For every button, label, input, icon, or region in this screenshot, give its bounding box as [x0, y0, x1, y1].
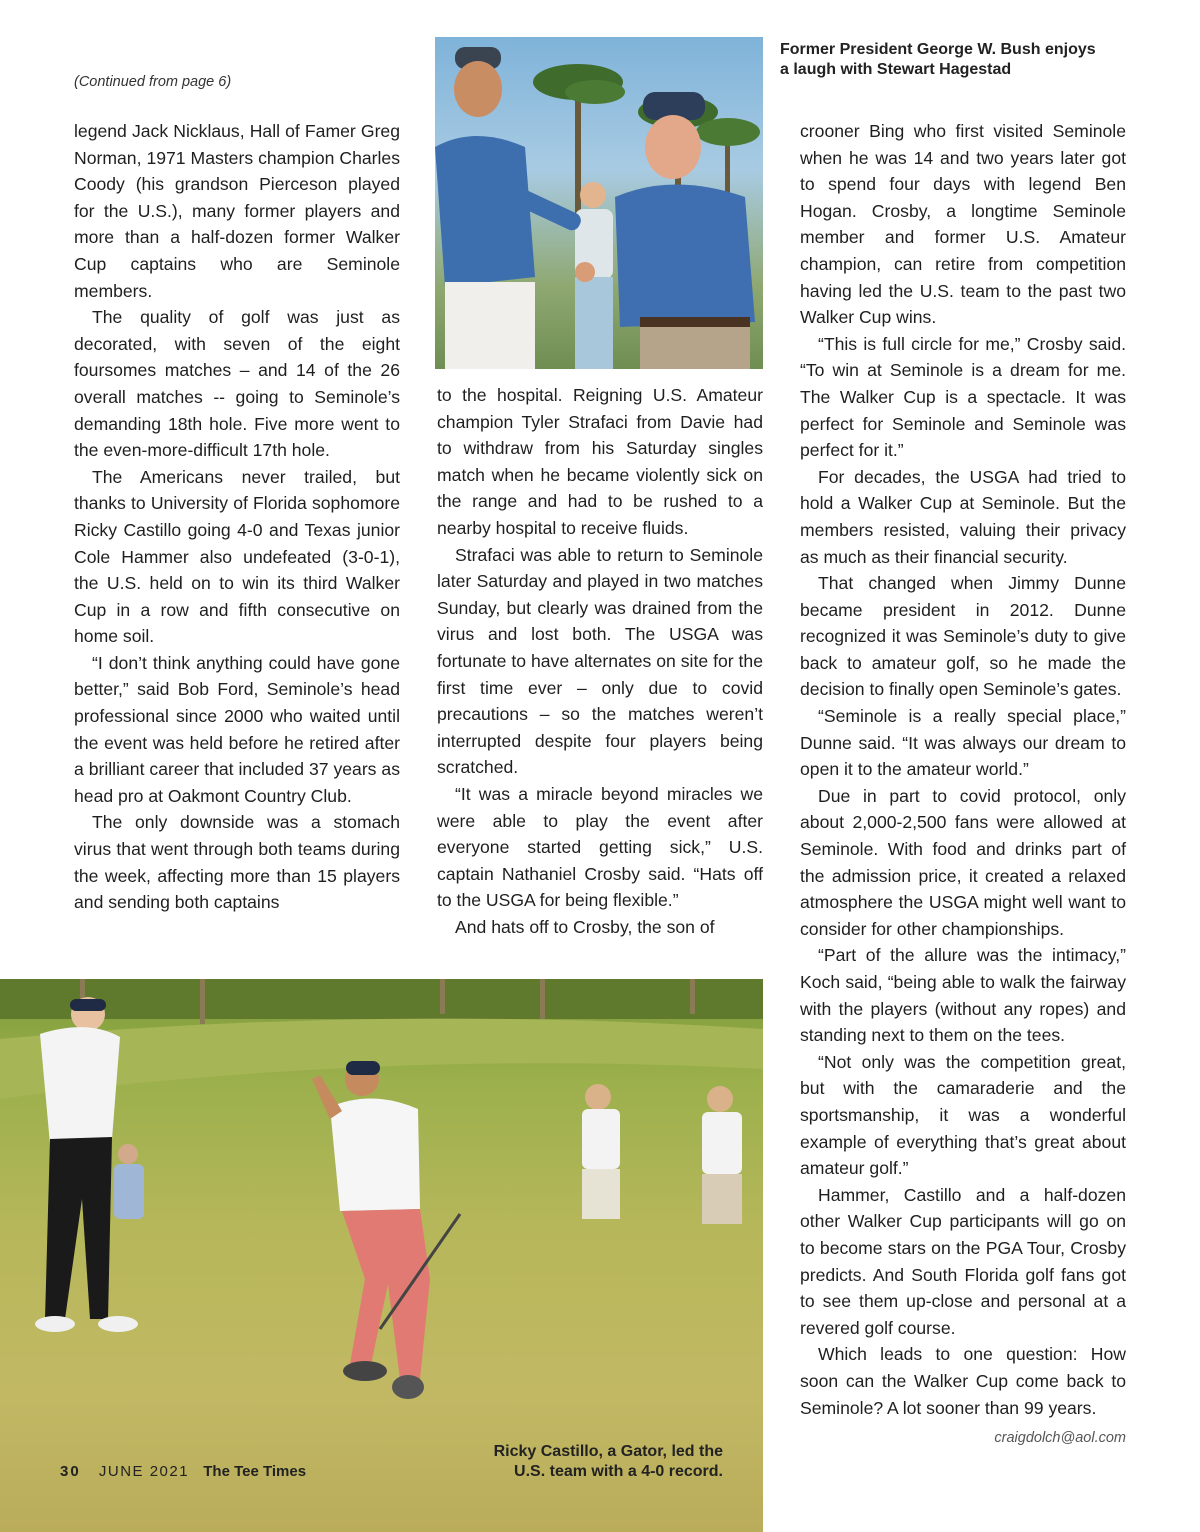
continued-note: (Continued from page 6) [74, 74, 232, 90]
paragraph: “I don’t think anything could have gone better,” said Bob Ford, Seminole’s head professional since 2000 who waited until the event was held before he retired after a brilliant career that included 37 years as head pro at Oakmont Country Club. [74, 652, 400, 806]
article-column-1 [74, 118, 400, 916]
photo-bush-hagestad-illustration [435, 37, 763, 369]
paragraph: That changed when Jimmy Dunne became president in 2012. Dunne recognized it was Seminole’s duty to give back to amateur golf, so he made the decision to finally open Seminole’s gates. [800, 573, 1126, 700]
photo-bush-hagestad [435, 37, 763, 369]
caption-line: Ricky Castillo, a Gator, led the [493, 1443, 723, 1460]
paragraph: Strafaci was able to return to Seminole later Saturday and played in two matches Sunday, but clearly was drained from the virus and lost both. The USGA was fortunate to have alternates on site for the first time ever – only due to covid precautions – so the matches weren’t interrupted despite four players being scratched. [437, 544, 763, 778]
paragraph: “Part of the allure was the intimacy,” Koch said, “being able to walk the fairway with the players (without any ropes) and standing next to them on the tees. [800, 945, 1126, 1046]
paragraph: Due in part to covid protocol, only about 2,000-2,500 fans were allowed at Seminole. With food and drinks part of the admission price, it created a relaxed atmosphere the USGA might well want to consider for other championships. [800, 785, 1126, 939]
issue-date: JUNE 2021 [98, 1463, 190, 1480]
paragraph: The quality of golf was just as decorated, with seven of the eight foursomes matches – and 14 of the 26 overall matches -- going to Seminole’s demanding 18th hole. Five more went to the even-more-difficult 17th hole. [74, 307, 400, 461]
paragraph: The only downside was a stomach virus that went through both teams during the week, affecting more than 15 players and sending both captains [74, 812, 400, 913]
page-number: 30 [60, 1463, 81, 1480]
photo-caption-top [780, 40, 1140, 80]
paragraph: crooner Bing who first visited Seminole when he was 14 and two years later got to spend four days with legend Ben Hogan. Crosby, a longtime Seminole member and former U.S. Amateur champion, can retire from competition having led the U.S. team to the past two Walker Cup wins. [800, 121, 1126, 328]
paragraph: Which leads to one question: How soon can the Walker Cup come back to Seminole? A lot sooner than 99 years. [800, 1344, 1126, 1418]
author-email: craigdolch@aol.com [994, 1430, 1126, 1446]
paragraph: to the hospital. Reigning U.S. Amateur champion Tyler Strafaci from Davie had to withdraw from his Saturday singles match when he became violently sick on the range and had to be rushed to a nearby hospital to receive fluids. [437, 385, 763, 538]
page-footer [60, 1463, 306, 1480]
paragraph: The Americans never trailed, but thanks to University of Florida sophomore Ricky Castillo going 4-0 and Texas junior Cole Hammer also undefeated (3-0-1), the U.S. held on to win its third Walker Cup in a row and fifth consecutive on home soil. [74, 466, 400, 647]
paragraph: “It was a miracle beyond miracles we were able to play the event after everyone started getting sick,” U.S. captain Nathaniel Crosby said. “Hats off to the USGA for being flexible.” [437, 783, 763, 911]
paragraph: “Seminole is a really special place,” Dunne said. “It was always our dream to open it to the amateur world.” [800, 706, 1126, 780]
paragraph: For decades, the USGA had tried to hold a Walker Cup at Seminole. But the members resisted, valuing their privacy as much as their financial security. [800, 466, 1126, 567]
paragraph: Hammer, Castillo and a half-dozen other Walker Cup participants will go on to become stars on the PGA Tour, Crosby predicts. And South Florida golf fans got to see them up-close and personal at a revered golf course. [800, 1184, 1126, 1338]
paragraph: legend Jack Nicklaus, Hall of Famer Greg Norman, 1971 Masters champion Charles Coody (his grandson Pierceson played for the U.S.), many former players and more than a half-dozen former Walker Cup captains who are Seminole members. [74, 121, 400, 301]
photo-caption-bottom [440, 1442, 723, 1482]
paragraph: And hats off to Crosby, the son of [455, 916, 715, 937]
paragraph: “This is full circle for me,” Crosby said. “To win at Seminole is a dream for me. The Walker Cup is a spectacle. It was perfect for Seminole and Seminole was perfect for it.” [800, 333, 1126, 461]
magazine-name: The Tee Times [203, 1463, 307, 1480]
caption-line: Former President George W. Bush enjoys [780, 41, 1096, 58]
article-column-2 [437, 382, 763, 940]
paragraph: “Not only was the competition great, but with the camaraderie and the sportsmanship, it was a wonderful example of everything that’s great about amateur golf.” [800, 1051, 1126, 1179]
caption-line: a laugh with Stewart Hagestad [780, 61, 1012, 78]
caption-line: U.S. team with a 4-0 record. [514, 1463, 723, 1480]
article-column-3 [800, 118, 1126, 1421]
